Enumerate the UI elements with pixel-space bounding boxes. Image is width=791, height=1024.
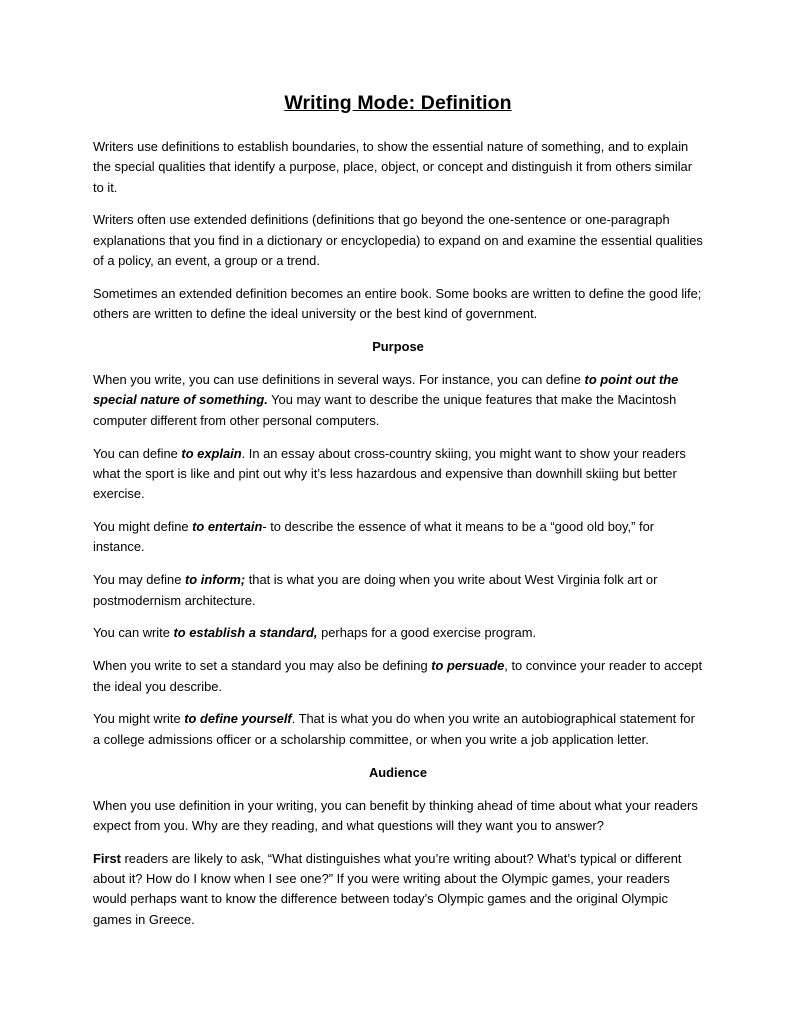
text-run: You can define xyxy=(93,445,182,461)
text-run: When you write to set a standard you may also be defining xyxy=(93,658,432,674)
intro-paragraph-2: Writers often use extended definitions (definitions that go beyond the one-sentence or one-paragraph explanations that you find in a dictionary or encyclopedia) to expand on and examine the essential qualities of a policy, an event, a group or a trend. xyxy=(93,212,703,269)
text-run: You may define xyxy=(93,572,185,588)
emphasis-text: to establish a standard, xyxy=(173,625,318,641)
text-run: perhaps for a good exercise program. xyxy=(317,625,537,641)
intro-paragraph-1: Writers use definitions to establish boundaries, to show the essential nature of something, and to explain the special qualities that identify a purpose, place, object, or concept and distinguish it from others similar to it. xyxy=(93,139,693,195)
emphasis-text: to explain xyxy=(181,445,242,461)
text-run: . That is what you do when you write an autobiographical statement for a college admissions officer or a scholarship committee, or when you write a job application letter. xyxy=(93,711,695,747)
text-run: You may want to describe the unique features that make the Macintosh computer different from other personal computers. xyxy=(93,392,677,428)
bold-lead-text: First xyxy=(93,850,121,866)
text-run: When you write, you can use definitions in several ways. For instance, you can define xyxy=(93,372,585,388)
audience-heading: Audience xyxy=(368,764,428,780)
purpose-paragraph-5 xyxy=(93,623,703,643)
text-run: . In an essay about cross-country skiing, you might want to show your readers what the sport is like and pint out why it’s less hazardous and expensive than downhill skiing but better exercise. xyxy=(93,445,686,502)
intro-paragraph-3: Sometimes an extended definition becomes an entire book. Some books are written to define the good life; others are written to define the ideal university or the best kind of government. xyxy=(93,285,702,322)
page-title: Writing Mode: Definition xyxy=(284,92,512,114)
purpose-paragraph-7 xyxy=(93,709,703,750)
purpose-paragraph-1 xyxy=(93,370,703,431)
purpose-heading: Purpose xyxy=(372,339,424,355)
document-page xyxy=(93,92,703,943)
audience-paragraph-2 xyxy=(93,849,703,930)
text-run: readers are likely to ask, “What distinguishes what you’re writing about? What’s typical or different about it? How do I know when I see one?” If you were writing about the Olympic games, your readers would perhaps want to know the difference between today’s Olympic games and the original Olympic games in Greece. xyxy=(93,850,682,927)
audience-paragraph-1: When you use definition in your writing, you can benefit by thinking ahead of time about what your readers expect from you. Why are they reading, and what questions will they want you to answer? xyxy=(93,797,698,833)
emphasis-text: to entertain xyxy=(192,519,263,535)
text-run: You might define xyxy=(93,519,193,535)
text-run: - to describe the essence of what it means to be a “good old boy,” for instance. xyxy=(93,519,655,555)
purpose-paragraph-6 xyxy=(93,656,703,697)
emphasis-text: to define yourself xyxy=(184,711,292,727)
emphasis-text: to persuade xyxy=(431,658,505,674)
text-run: that is what you are doing when you write about West Virginia folk art or postmodernism architecture. xyxy=(93,572,658,608)
emphasis-text: to inform; xyxy=(184,572,246,588)
text-run: You can write xyxy=(93,625,174,641)
text-run: , to convince your reader to accept the ideal you describe. xyxy=(93,658,703,694)
emphasis-text: to point out the special nature of something. xyxy=(93,372,679,408)
purpose-paragraph-2 xyxy=(93,444,703,505)
text-run: You might write xyxy=(93,711,185,727)
purpose-paragraph-3 xyxy=(93,517,703,558)
purpose-paragraph-4 xyxy=(93,570,703,611)
